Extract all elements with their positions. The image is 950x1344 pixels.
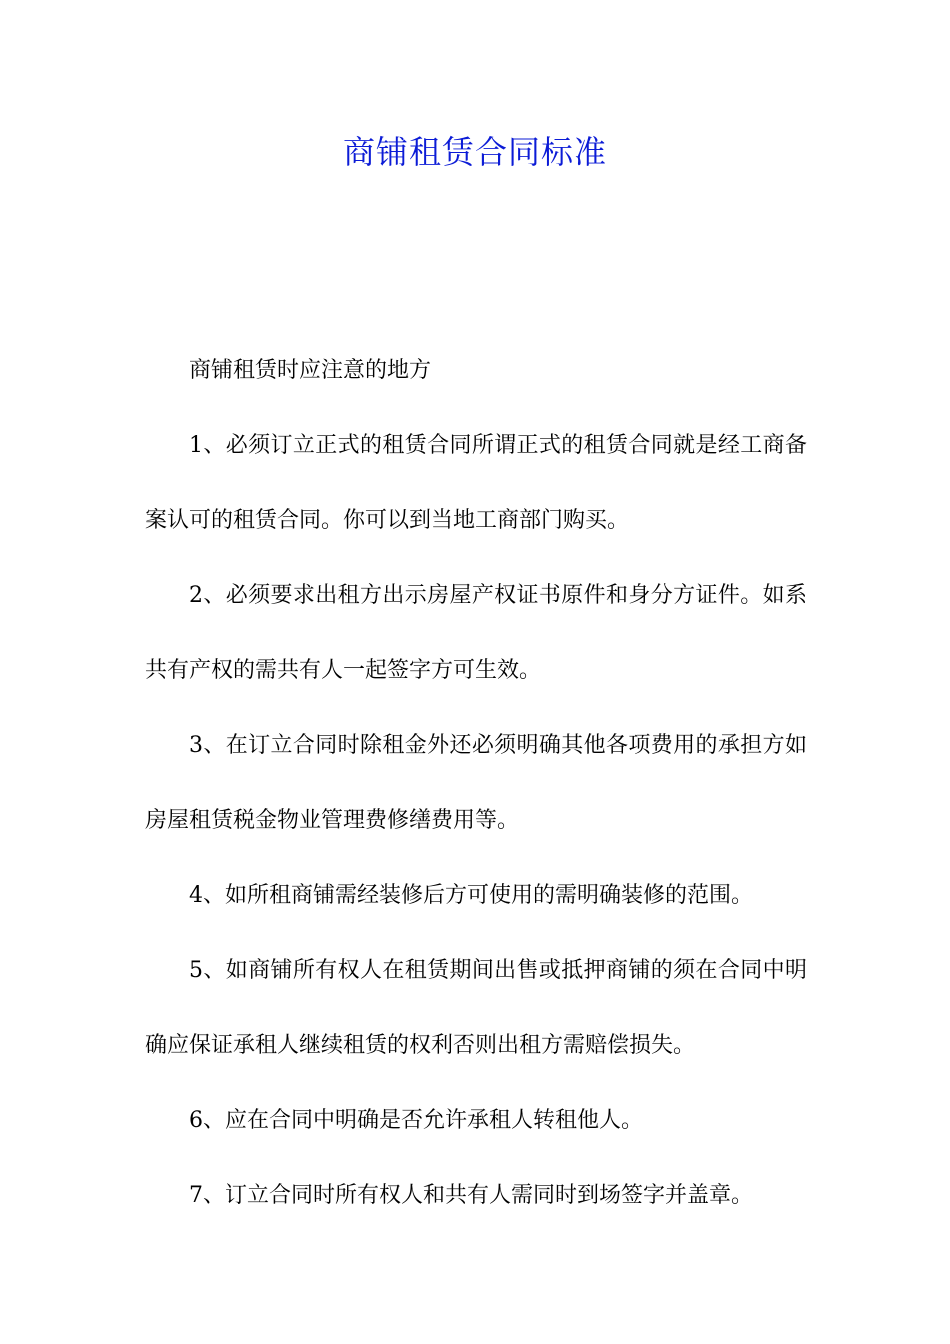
paragraph-item-3: 3、在订立合同时除租金外还必须明确其他各项费用的承担方如房屋租赁税金物业管理费修缮费用等。 — [145, 733, 807, 833]
paragraph-item-2: 2、必须要求出租方出示房屋产权证书原件和身分方证件。如系共有产权的需共有人一起签字方可生效。 — [145, 583, 807, 683]
paragraph-intro: 商铺租赁时应注意的地方 — [189, 358, 432, 383]
paragraph-item-7: 7、订立合同时所有权人和共有人需同时到场签字并盖章。 — [189, 1183, 753, 1208]
document-body — [145, 333, 807, 1233]
paragraph-item-5: 5、如商铺所有权人在租赁期间出售或抵押商铺的须在合同中明确应保证承租人继续租赁的权利否则出租方需赔偿损失。 — [145, 958, 807, 1058]
paragraph-item-1: 1、必须订立正式的租赁合同所谓正式的租赁合同就是经工商备案认可的租赁合同。你可以到当地工商部门购买。 — [145, 433, 807, 533]
document-title: 商铺租赁合同标准 — [342, 133, 607, 171]
paragraph-item-6: 6、应在合同中明确是否允许承租人转租他人。 — [189, 1108, 643, 1133]
paragraph-item-4: 4、如所租商铺需经装修后方可使用的需明确装修的范围。 — [189, 883, 753, 908]
